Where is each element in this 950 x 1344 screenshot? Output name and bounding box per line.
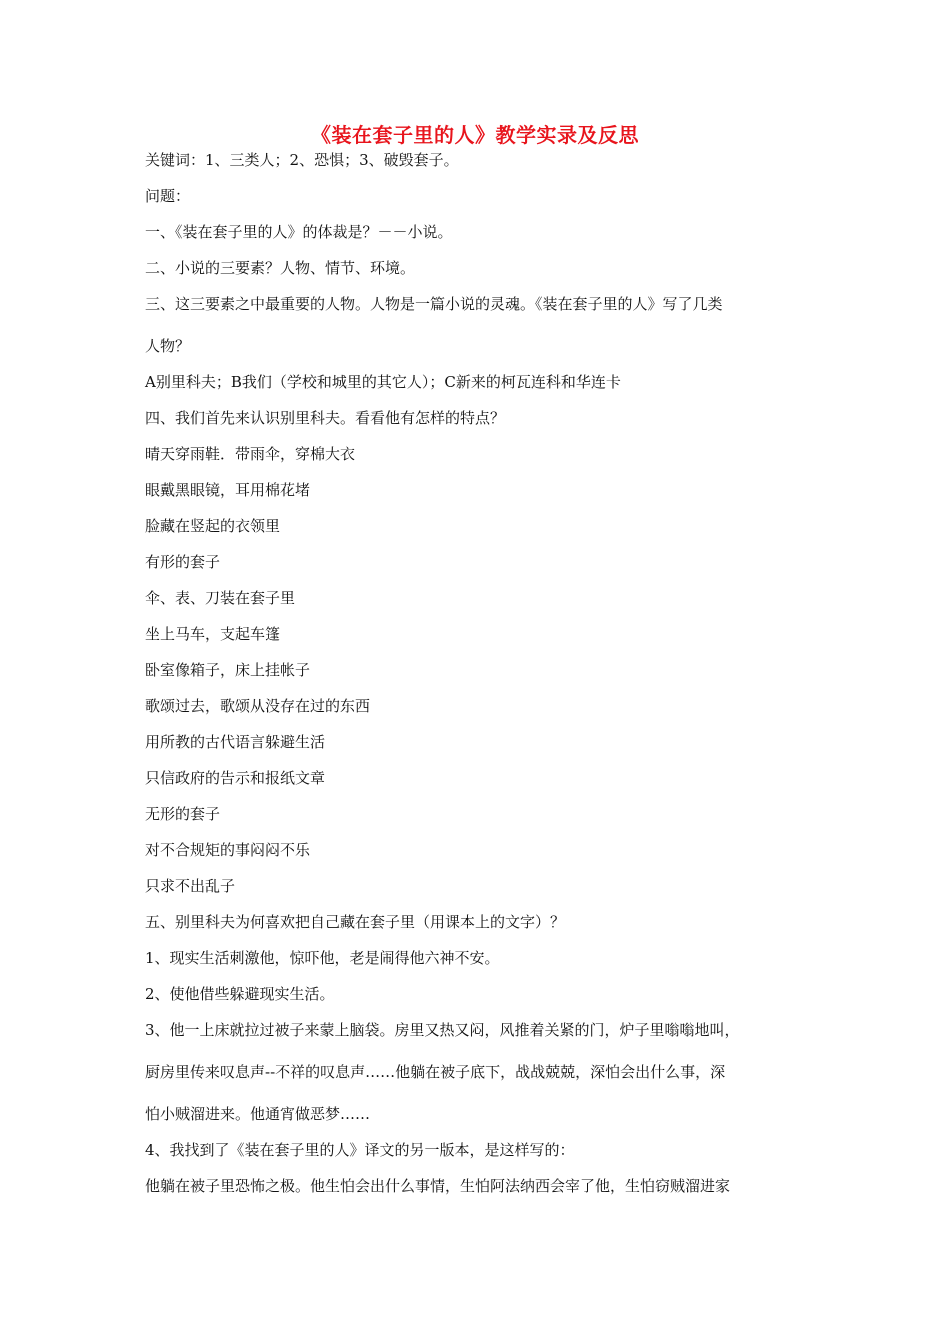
question-3-continued: 人物？ xyxy=(145,337,191,355)
list-item: 眼戴黑眼镜，耳用棉花堵 xyxy=(145,481,311,499)
list-item: 晴天穿雨鞋．带雨伞，穿棉大衣 xyxy=(145,445,356,463)
answer-2: 2、使他借些躲避现实生活。 xyxy=(145,985,335,1003)
questions-heading: 问题： xyxy=(145,187,191,205)
answer-3-continued: 怕小贼溜进来。他通宵做恶梦…… xyxy=(145,1105,371,1123)
question-2: 二、小说的三要素？人物、情节、环境。 xyxy=(145,259,416,277)
list-item: 有形的套子 xyxy=(145,553,221,571)
answer-4: 4、我找到了《装在套子里的人》译文的另一版本，是这样写的： xyxy=(145,1141,575,1159)
answer-1: 1、现实生活刺激他，惊吓他，老是闹得他六神不安。 xyxy=(145,949,500,967)
list-item: 伞、表、刀装在套子里 xyxy=(145,589,296,607)
list-item: 用所教的古代语言躲避生活 xyxy=(145,733,326,751)
list-item: 对不合规矩的事闷闷不乐 xyxy=(145,841,311,859)
list-item: 脸藏在竖起的衣领里 xyxy=(145,517,281,535)
list-item: 坐上马车，支起车篷 xyxy=(145,625,281,643)
list-item: 歌颂过去，歌颂从没存在过的东西 xyxy=(145,697,371,715)
document-body xyxy=(145,150,815,1196)
list-item: 卧室像箱子，床上挂帐子 xyxy=(145,661,311,679)
keywords-line: 关键词：1、三类人；2、恐惧；3、破毁套子。 xyxy=(145,151,459,169)
answer-3: 3、他一上床就拉过被子来蒙上脑袋。房里又热又闷，风推着关紧的门，炉子里嗡嗡地叫， xyxy=(145,1021,740,1039)
list-item: 无形的套子 xyxy=(145,805,221,823)
list-item: 只求不出乱子 xyxy=(145,877,236,895)
page-title: 《装在套子里的人》教学实录及反思 xyxy=(311,123,639,147)
answer-3-continued: 厨房里传来叹息声--不祥的叹息声……他躺在被子底下，战战兢兢，深怕会出什么事，深 xyxy=(145,1063,726,1081)
question-3: 三、这三要素之中最重要的人物。人物是一篇小说的灵魂。《装在套子里的人》写了几类 xyxy=(145,295,723,313)
answer-4-quote: 他躺在被子里恐怖之极。他生怕会出什么事情，生怕阿法纳西会宰了他，生怕窃贼溜进家 xyxy=(145,1177,731,1195)
character-types: A别里科夫；B我们（学校和城里的其它人）；C新来的柯瓦连科和华连卡 xyxy=(145,373,621,391)
question-4: 四、我们首先来认识别里科夫。看看他有怎样的特点？ xyxy=(145,409,506,427)
question-5: 五、别里科夫为何喜欢把自己藏在套子里（用课本上的文字）？ xyxy=(145,913,566,931)
list-item: 只信政府的告示和报纸文章 xyxy=(145,769,326,787)
question-1: 一、《装在套子里的人》的体裁是？－－小说。 xyxy=(145,223,453,241)
